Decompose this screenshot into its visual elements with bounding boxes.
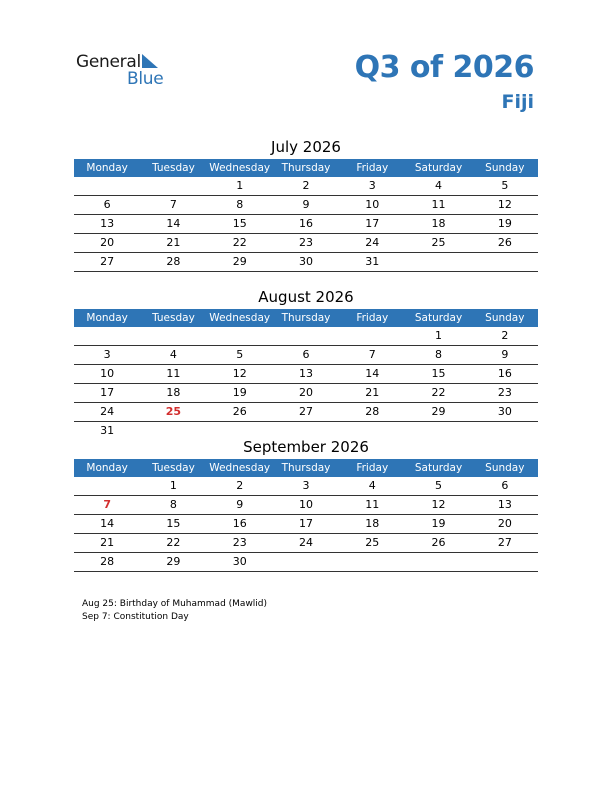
- day-cell: [273, 553, 339, 571]
- weekday-label: Saturday: [414, 312, 463, 324]
- day-cell: 22: [431, 386, 446, 399]
- holiday-day-cell: 7: [103, 498, 111, 511]
- country-name: Fiji: [501, 91, 534, 113]
- day-cell: 16: [298, 217, 313, 230]
- day-cell: 9: [501, 348, 509, 361]
- day-cell: 26: [431, 536, 446, 549]
- day-cell: 12: [431, 498, 446, 511]
- day-cell: 31: [365, 255, 380, 268]
- day-cell: [339, 327, 405, 345]
- quarter-title: Q3 of 2026: [354, 50, 534, 85]
- day-cell: 18: [365, 517, 380, 530]
- day-cell: 22: [232, 236, 247, 249]
- day-cell: 24: [298, 536, 313, 549]
- week-row: [74, 253, 538, 272]
- day-cell: [74, 177, 140, 195]
- day-cell: 10: [298, 498, 313, 511]
- day-cell: 13: [497, 498, 512, 511]
- month-september: [74, 437, 538, 572]
- day-cell: 5: [435, 479, 443, 492]
- day-cell: 29: [232, 255, 247, 268]
- weekday-label: Friday: [356, 462, 389, 474]
- weekday-label: Friday: [356, 312, 389, 324]
- weekday-label: Saturday: [414, 462, 463, 474]
- day-cell: 3: [368, 179, 376, 192]
- day-cell: 14: [166, 217, 181, 230]
- weekday-label: Saturday: [414, 162, 463, 174]
- day-cell: 20: [497, 517, 512, 530]
- day-cell: 2: [501, 329, 509, 342]
- day-cell: 14: [100, 517, 115, 530]
- weekday-label: Monday: [86, 312, 128, 324]
- holiday-day-cell: 25: [165, 405, 182, 418]
- day-cell: 20: [298, 386, 313, 399]
- day-cell: 19: [431, 517, 446, 530]
- day-cell: [405, 253, 471, 271]
- day-cell: 6: [501, 479, 509, 492]
- day-cell: 25: [431, 236, 446, 249]
- logo-blue-text: Blue: [127, 69, 164, 89]
- day-cell: 3: [302, 479, 310, 492]
- weekday-label: Sunday: [485, 312, 525, 324]
- day-cell: 24: [100, 405, 115, 418]
- day-cell: 27: [298, 405, 313, 418]
- day-cell: 15: [431, 367, 446, 380]
- weekday-label: Monday: [86, 462, 128, 474]
- day-cell: 1: [169, 479, 177, 492]
- week-row: [74, 496, 538, 515]
- day-cell: 16: [497, 367, 512, 380]
- day-cell: 13: [298, 367, 313, 380]
- day-cell: 8: [169, 498, 177, 511]
- day-cell: 18: [166, 386, 181, 399]
- day-cell: 24: [365, 236, 380, 249]
- day-cell: 21: [365, 386, 380, 399]
- day-cell: [273, 327, 339, 345]
- day-cell: [140, 327, 206, 345]
- day-cell: 3: [103, 348, 111, 361]
- day-cell: 30: [298, 255, 313, 268]
- day-cell: 7: [368, 348, 376, 361]
- month-title: July 2026: [271, 138, 341, 156]
- weekday-label: Thursday: [281, 462, 331, 474]
- day-cell: 11: [431, 198, 446, 211]
- day-cell: 18: [431, 217, 446, 230]
- week-row: [74, 534, 538, 553]
- weekday-label: Friday: [356, 162, 389, 174]
- day-cell: 27: [100, 255, 115, 268]
- week-row: [74, 515, 538, 534]
- day-cell: 7: [169, 198, 177, 211]
- day-cell: 8: [435, 348, 443, 361]
- day-cell: 23: [298, 236, 313, 249]
- day-cell: 19: [497, 217, 512, 230]
- day-cell: [472, 553, 538, 571]
- day-cell: [339, 553, 405, 571]
- day-cell: 23: [232, 536, 247, 549]
- day-cell: 21: [166, 236, 181, 249]
- day-cell: 29: [166, 555, 181, 568]
- day-cell: 28: [166, 255, 181, 268]
- week-row: [74, 234, 538, 253]
- weekday-header: [74, 459, 538, 477]
- weekday-label: Wednesday: [209, 462, 271, 474]
- week-row: [74, 196, 538, 215]
- day-cell: 4: [169, 348, 177, 361]
- weekday-label: Sunday: [485, 162, 525, 174]
- day-cell: 15: [232, 217, 247, 230]
- day-cell: 15: [166, 517, 181, 530]
- week-row: [74, 403, 538, 422]
- day-cell: 2: [302, 179, 310, 192]
- day-cell: 1: [236, 179, 244, 192]
- weekday-label: Monday: [86, 162, 128, 174]
- weekday-label: Tuesday: [152, 162, 195, 174]
- day-cell: 16: [232, 517, 247, 530]
- holiday-note: Sep 7: Constitution Day: [82, 612, 189, 622]
- month-title: September 2026: [243, 438, 369, 456]
- holiday-note: Aug 25: Birthday of Muhammad (Mawlid): [82, 599, 268, 609]
- week-row: [74, 346, 538, 365]
- day-cell: 25: [365, 536, 380, 549]
- day-cell: 30: [497, 405, 512, 418]
- weekday-label: Sunday: [485, 462, 525, 474]
- day-cell: 9: [302, 198, 310, 211]
- weekday-label: Tuesday: [152, 462, 195, 474]
- day-cell: 26: [232, 405, 247, 418]
- day-cell: 29: [431, 405, 446, 418]
- month-august: [74, 287, 538, 440]
- logo-flag-icon: [142, 54, 158, 68]
- day-cell: 30: [232, 555, 247, 568]
- day-cell: [74, 327, 140, 345]
- weekday-header: [74, 309, 538, 327]
- week-row: [74, 553, 538, 572]
- day-cell: [472, 253, 538, 271]
- day-cell: 13: [100, 217, 115, 230]
- weekday-label: Tuesday: [152, 312, 195, 324]
- day-cell: 14: [365, 367, 380, 380]
- day-cell: 2: [236, 479, 244, 492]
- week-row: [74, 177, 538, 196]
- day-cell: 8: [236, 198, 244, 211]
- day-cell: 10: [365, 198, 380, 211]
- weekday-label: Wednesday: [209, 312, 271, 324]
- day-cell: 6: [103, 198, 111, 211]
- month-july: [74, 137, 538, 272]
- day-cell: [207, 327, 273, 345]
- day-cell: 20: [100, 236, 115, 249]
- weekday-label: Thursday: [281, 162, 331, 174]
- day-cell: [140, 177, 206, 195]
- day-cell: 5: [501, 179, 509, 192]
- day-cell: 17: [365, 217, 380, 230]
- week-row: [74, 384, 538, 403]
- day-cell: 9: [236, 498, 244, 511]
- day-cell: 1: [435, 329, 443, 342]
- day-cell: 26: [497, 236, 512, 249]
- week-row: [74, 327, 538, 346]
- day-cell: 4: [435, 179, 443, 192]
- week-row: [74, 215, 538, 234]
- day-cell: [74, 477, 140, 495]
- day-cell: 4: [368, 479, 376, 492]
- weekday-label: Wednesday: [209, 162, 271, 174]
- day-cell: 17: [100, 386, 115, 399]
- day-cell: 31: [100, 424, 115, 437]
- day-cell: 12: [232, 367, 247, 380]
- weekday-label: Thursday: [281, 312, 331, 324]
- month-title: August 2026: [258, 288, 354, 306]
- day-cell: 6: [302, 348, 310, 361]
- day-cell: 21: [100, 536, 115, 549]
- weekday-header: [74, 159, 538, 177]
- logo-general-text: General: [76, 52, 141, 72]
- day-cell: 28: [100, 555, 115, 568]
- day-cell: 11: [365, 498, 380, 511]
- day-cell: 28: [365, 405, 380, 418]
- week-row: [74, 477, 538, 496]
- day-cell: [405, 553, 471, 571]
- general-blue-logo: [76, 52, 186, 88]
- week-row: [74, 365, 538, 384]
- day-cell: 23: [497, 386, 512, 399]
- holiday-notes: [82, 598, 267, 624]
- day-cell: 12: [497, 198, 512, 211]
- day-cell: 5: [236, 348, 244, 361]
- day-cell: 22: [166, 536, 181, 549]
- day-cell: 19: [232, 386, 247, 399]
- day-cell: 17: [298, 517, 313, 530]
- day-cell: 27: [497, 536, 512, 549]
- day-cell: 11: [166, 367, 181, 380]
- day-cell: 10: [100, 367, 115, 380]
